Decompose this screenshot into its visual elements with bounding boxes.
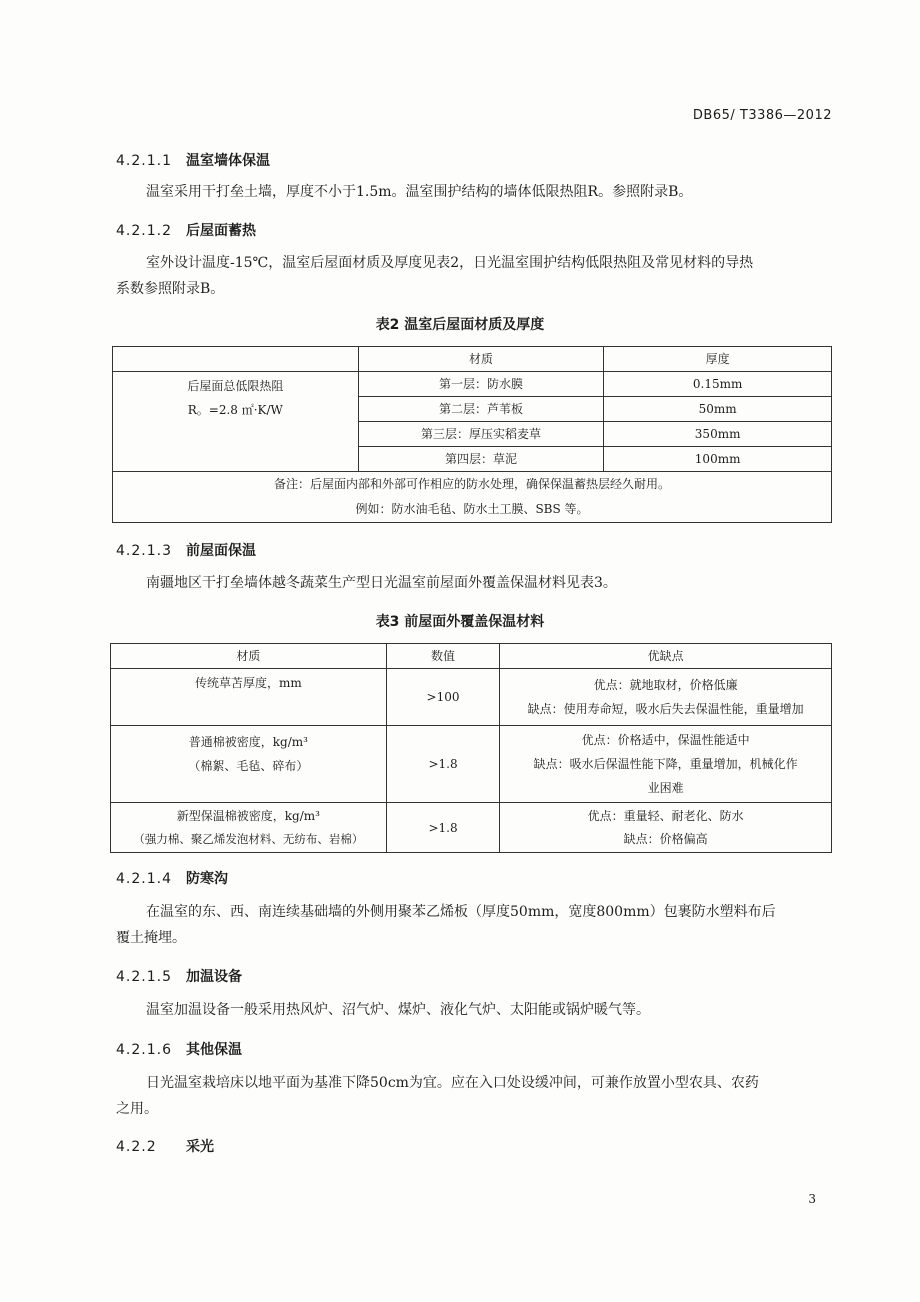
paragraph-heating: [116, 997, 806, 1023]
table-cell-value: >100: [386, 669, 500, 726]
paragraph-other-insulation: [116, 1070, 806, 1122]
document-code: DB65/ T3386—2012: [692, 108, 832, 123]
paragraph-front-roof: [116, 570, 806, 596]
table-header-cell: 材质: [111, 644, 387, 669]
paragraph-line: 在温室的东、西、南连续基础墙的外侧用聚苯乙烯板（厚度50mm，宽度800mm）包裹防水塑料布后: [146, 904, 776, 920]
table-cell-value: >1.8: [386, 803, 500, 853]
table-row: [111, 803, 832, 853]
section-heading-4-2-1-6: [116, 1039, 242, 1059]
cell-line: 新型保温棉被密度，kg/m³: [176, 808, 320, 823]
note-line: 备注：后屋面内部和外部可作相应的防水处理，确保保温蓄热层经久耐用。: [273, 477, 670, 491]
table-header-cell: 厚度: [604, 347, 832, 372]
section-title: 加温设备: [186, 969, 242, 985]
paragraph-line: 之用。: [116, 1101, 158, 1117]
table-cell: 第三层：厚压实稻麦草: [358, 422, 604, 447]
table-cell-material: [111, 803, 387, 853]
section-heading-4-2-1-1: [116, 150, 270, 170]
section-title: 防寒沟: [186, 871, 228, 887]
table-cell-material: [111, 726, 387, 803]
paragraph-rear-roof: [116, 250, 806, 302]
cell-line: 优点：重量轻、耐老化、防水: [587, 808, 744, 823]
page-number: 3: [808, 1192, 816, 1206]
section-number: 4.2.1.2: [116, 223, 172, 239]
section-heading-4-2-1-4: [116, 868, 228, 888]
section-title: 前屋面保温: [186, 543, 256, 559]
table-cell: 第四层：草泥: [358, 447, 604, 472]
table-rear-roof-materials: [112, 346, 832, 523]
cell-line: （棉絮、毛毡、碎布）: [188, 759, 309, 773]
paragraph-line: 系数参照附录B。: [116, 281, 225, 297]
section-title: 采光: [186, 1139, 214, 1155]
section-number: 4.2.1.5: [116, 969, 172, 985]
table-cell: 0.15mm: [604, 372, 832, 397]
table-row: [113, 372, 832, 397]
table-cell: 100mm: [604, 447, 832, 472]
table-note-cell: [113, 472, 832, 523]
cell-line: 缺点：吸水后保温性能下降，重量增加，机械化作: [533, 757, 798, 771]
table-cell-pros-cons: [500, 726, 832, 803]
cell-line: 缺点：价格偏高: [623, 831, 708, 846]
table-cell-pros-cons: [500, 803, 832, 853]
table-cell: 50mm: [604, 397, 832, 422]
table-cell-empty: [113, 347, 359, 372]
paragraph-cold-trench: [116, 899, 806, 951]
cell-line: 优点：价格适中，保温性能适中: [581, 733, 750, 747]
table-cell-pros-cons: [500, 669, 832, 726]
table-row: [111, 669, 832, 726]
cell-line: 业困难: [647, 781, 684, 795]
table-header-row: [113, 347, 832, 372]
table3-caption: 表3 前屋面外覆盖保温材料: [375, 614, 545, 630]
section-number: 4.2.1.4: [116, 871, 172, 887]
table2-caption: 表2 温室后屋面材质及厚度: [375, 317, 545, 333]
section-heading-4-2-2: [116, 1136, 214, 1156]
cell-line: 优点：就地取材，价格低廉: [593, 678, 738, 692]
table-cell-total-resistance: [113, 372, 359, 472]
cell-line: 传统草苫厚度，mm: [194, 676, 302, 690]
table-header-cell: 优缺点: [500, 644, 832, 669]
cell-line: R。=2.8 ㎡·K/W: [187, 403, 283, 417]
table-row: [111, 726, 832, 803]
paragraph-text: 温室加温设备一般采用热风炉、沼气炉、煤炉、液化气炉、太阳能或锅炉暖气等。: [146, 1002, 650, 1018]
table-front-cover-materials: [110, 643, 832, 853]
table-header-cell: 材质: [358, 347, 604, 372]
table-note-row: [113, 472, 832, 523]
paragraph-text: 南疆地区干打垒墙体越冬蔬菜生产型日光温室前屋面外覆盖保温材料见表3。: [146, 575, 617, 591]
cell-line: 缺点：使用寿命短，吸水后失去保温性能，重量增加: [527, 702, 804, 716]
table-cell: 第二层：芦苇板: [358, 397, 604, 422]
section-title: 温室墙体保温: [186, 153, 270, 169]
paragraph-line: 日光温室栽培床以地平面为基准下降50cm为宜。应在入口处设缓冲间，可兼作放置小型农具、农药: [146, 1075, 759, 1091]
table-cell-value: >1.8: [386, 726, 500, 803]
section-title: 后屋面蓄热: [186, 223, 256, 239]
section-heading-4-2-1-3: [116, 540, 256, 560]
table-header-cell: 数值: [386, 644, 500, 669]
table-cell: 第一层：防水膜: [358, 372, 604, 397]
table-cell-material: [111, 669, 387, 726]
cell-line: 普通棉被密度，kg/m³: [188, 735, 308, 749]
table-cell: 350mm: [604, 422, 832, 447]
section-number: 4.2.2: [116, 1139, 157, 1155]
section-title: 其他保温: [186, 1042, 242, 1058]
section-heading-4-2-1-5: [116, 966, 242, 986]
section-number: 4.2.1.3: [116, 543, 172, 559]
note-line: 例如：防水油毛毡、防水土工膜、SBS 等。: [355, 502, 589, 516]
paragraph-wall-insulation: [116, 179, 806, 205]
cell-line: 后屋面总低限热阻: [187, 379, 284, 393]
section-heading-4-2-1-2: [116, 220, 256, 240]
table-header-row: [111, 644, 832, 669]
section-number: 4.2.1.6: [116, 1042, 172, 1058]
cell-line: （强力棉、聚乙烯发泡材料、无纺布、岩棉）: [133, 831, 364, 846]
paragraph-line: 室外设计温度-15℃，温室后屋面材质及厚度见表2，日光温室围护结构低限热阻及常见材料的导热: [146, 255, 754, 271]
paragraph-line: 覆土掩埋。: [116, 930, 186, 946]
section-number: 4.2.1.1: [116, 153, 172, 169]
paragraph-text: 温室采用干打垒土墙，厚度不小于1.5m。温室围护结构的墙体低限热阻R。参照附录B。: [146, 184, 693, 200]
